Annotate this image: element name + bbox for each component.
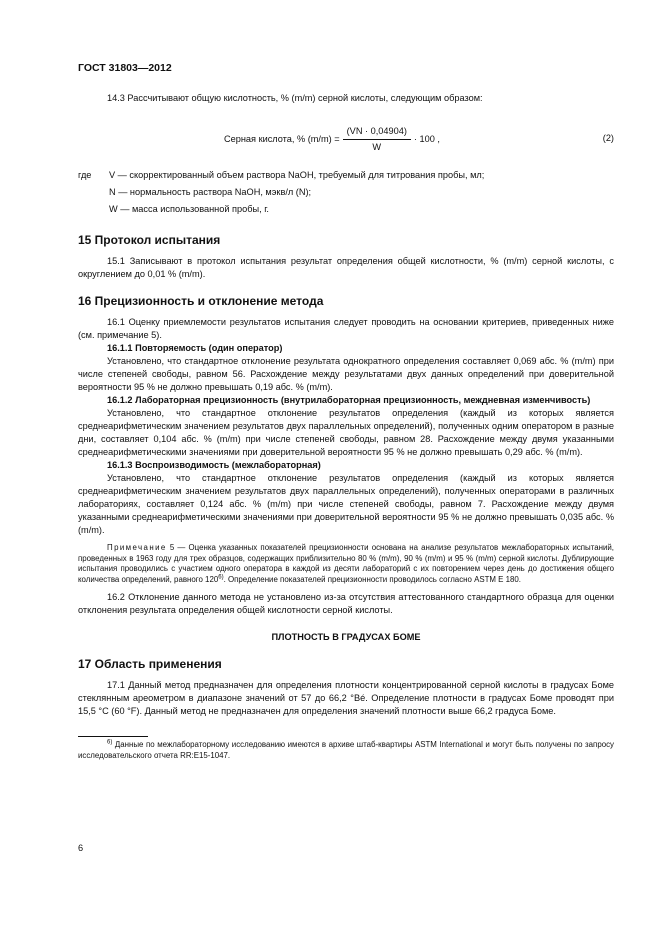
formula-numerator: (VN · 0,04904) <box>343 125 411 140</box>
paragraph-17-1: 17.1 Данный метод предназначен для определения плотности концентрированной серной кислоты в градусах Боме стеклянным ареометром в диапазоне значений от 57 до 66,2 °Bé. Определение плотности в градусах Боме проводят при 15,5 °C (60 °F). Данный метод не предназначен для определения значений плотности выше 66,2 градуса Боме. <box>78 680 614 716</box>
paragraph-15-1: 15.1 Записывают в протокол испытания результат определения общей кислотности, % (m/m) серной кислоты, с округлением до 0,01 % (m/m). <box>78 256 614 279</box>
document-header: ГОСТ 31803—2012 <box>78 62 172 74</box>
page-number: 6 <box>78 843 84 853</box>
note-tail: . Определение показателей прецизионности проводилось согласно ASTM E 180. <box>223 574 521 584</box>
note-5 <box>78 543 614 585</box>
formula-lhs: Серная кислота, % (m/m) = <box>224 133 340 144</box>
paragraph-16-1-1: Установлено, что стандартное отклонение результата однократного определения составляет 0,069 абс. % (m/m) при числе степеней свободы, равном 56. Расхождение между результатами двух данных определений при доверительной вероятности 95 % не должно превышать 0,19 абс. % (m/m). <box>78 356 614 392</box>
paragraph-16-1: 16.1 Оценку приемлемости результатов испытания следует проводить на основании критериев, приведенных ниже (см. примечание 5). <box>78 317 614 340</box>
paragraph-14-3: 14.3 Рассчитывают общую кислотность, % (m/m) серной кислоты, следующим образом: <box>107 93 483 103</box>
footnote-6 <box>78 740 614 761</box>
footnote-marker: 6) <box>107 739 113 746</box>
section-17-title: 17 Область применения <box>78 657 222 671</box>
formula-number: (2) <box>602 133 614 143</box>
legend-item-v: V — скорректированный объем раствора NaOH, требуемый для титрования пробы, мл; <box>109 170 485 180</box>
section-15-title: 15 Протокол испытания <box>78 233 221 247</box>
document-body <box>78 92 614 761</box>
note-label: Примечание <box>107 543 167 552</box>
legend-item-w: W — масса использованной пробы, г. <box>109 204 269 214</box>
density-section-title: ПЛОТНОСТЬ В ГРАДУСАХ БОМЕ <box>271 632 421 642</box>
paragraph-16-2: 16.2 Отклонение данного метода не установлено из-за отсутствия аттестованного стандартного образца для оценки отклонения результата определения общей кислотности серной кислоты. <box>78 592 614 615</box>
formula-fraction <box>343 125 411 154</box>
legend-item-n: N — нормальность раствора NaOH, мэкв/л (N); <box>109 187 312 197</box>
formula-tail: · 100 , <box>413 133 440 144</box>
subsection-16-1-3: 16.1.3 Воспроизводимость (межлабораторная) <box>107 460 321 470</box>
footnote-text: Данные по межлабораторному исследованию имеются в архиве штаб-квартиры ASTM International и могут быть получены по запросу исследовательского отчета RR:E15-1047. <box>78 740 614 760</box>
formula-legend <box>78 169 614 220</box>
footnote-divider <box>78 736 148 737</box>
paragraph-16-1-2: Установлено, что стандартное отклонение результатов определения (каждый из которых является среднеарифметическим значением результатов двух параллельных определений), полученных одним оператором в разные дни, составляет 0,104 абс. % (m/m) при числе степеней свободы, равном 28. Расхождение между двумя указанными среднеарифметическими значениями при доверительной вероятности 95 % не должно превышать 0,29 абс. % (m/m). <box>78 408 614 457</box>
paragraph-16-1-3: Установлено, что стандартное отклонение результатов определения (каждый из которых является среднеарифметическим значением результатов двух параллельных определений), полученных операторами в различных лабораториях, составляет 0,124 абс. % (m/m) при числе степеней свободы, равном 7. Расхождение между двумя указанными среднеарифметическими значениями при доверительной вероятности 95 % не должно превышать 0,035 абс. % (m/m). <box>78 473 614 535</box>
note-footnote-ref[interactable]: 6) <box>218 573 224 580</box>
formula-2 <box>78 121 614 157</box>
formula-denominator: W <box>372 141 382 152</box>
section-16-title: 16 Прецизионность и отклонение метода <box>78 294 324 308</box>
subsection-16-1-1: 16.1.1 Повторяемость (один оператор) <box>107 343 283 353</box>
subsection-16-1-2: 16.1.2 Лабораторная прецизионность (внутрилабораторная прецизионность, междневная изменчивость) <box>107 395 591 405</box>
where-word: где <box>78 170 92 180</box>
note-text: 5 — Оценка указанных показателей прецизионности основана на анализе результатов межлабораторных испытаний, проведенных в 1963 году для трех образцов, содержащих приблизительно 80 % (m/m), 90 % (m/m) и 95 % (m/m) серной кислоты. Дублирующие испытания проводились с участием одного оператора в каждой из десяти лабораторий с их повторением через день до достижения общего количества определений, равного 120 <box>78 543 614 584</box>
